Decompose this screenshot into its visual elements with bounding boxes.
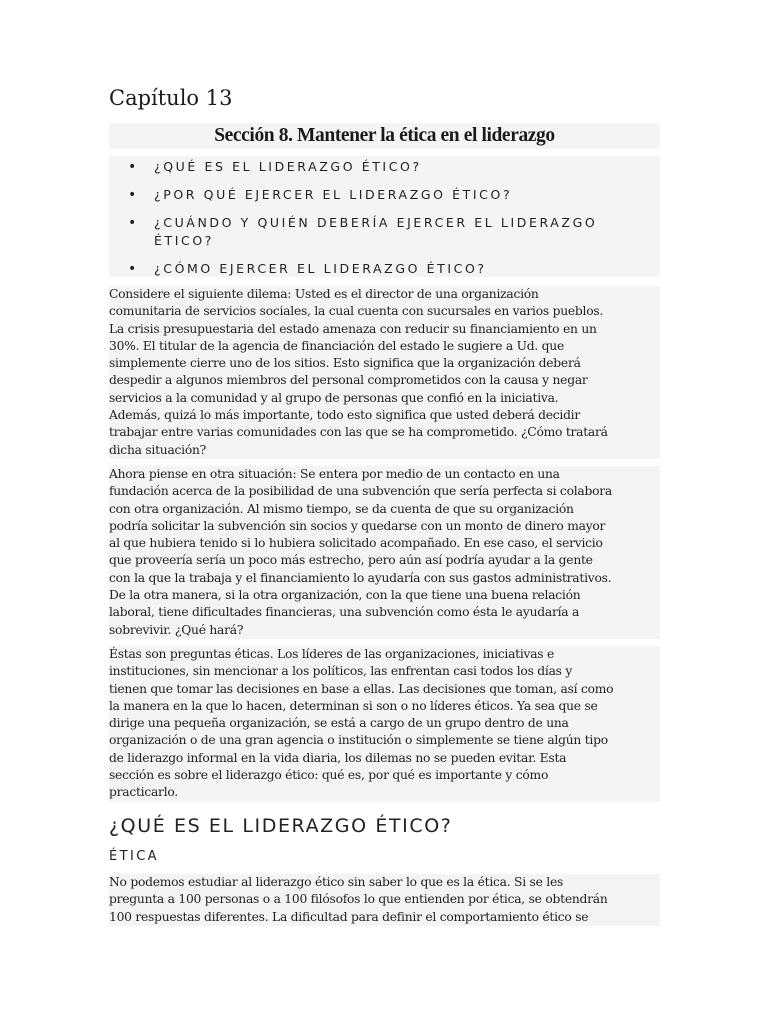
paragraph: No podemos estudiar al liderazgo ético sin saber lo que es la ética. Si se les pregunta a 100 personas o a 100 filósofos lo que entienden por ética, se obtendrán 100 respuestas diferentes. La dificultad para definir el comportamiento ético se [109, 875, 608, 924]
paragraph: Considere el siguiente dilema: Usted es el director de una organización comunitaria de servicios sociales, la cual cuenta con sucursales en varios pueblos. La crisis presupuestaria del estado amenaza con reducir su financiamiento en un 30%. El titular de la agencia de financiación del estado le sugiere a Ud. que simplemente cierre uno de los sitios. Esto significa que la organización deberá despedir a algunos miembros del personal comprometidos con la causa y negar servicios a la comunidad y al grupo de personas que confió en la iniciativa. Además, quizá lo más importante, todo esto significa que usted deberá decidir trabajar entre varias comunidades con las que se ha comprometido. ¿Cómo tratará dicha situación? [109, 287, 608, 457]
chapter-title: Capítulo 13 [109, 86, 233, 110]
toc-item-label: ¿POR QUÉ EJERCER EL LIDERAZGO ÉTICO? [154, 187, 513, 202]
section-header [109, 123, 660, 149]
paragraph-block [109, 286, 660, 459]
section-heading: ¿QUÉ ES EL LIDERAZGO ÉTICO? [109, 815, 453, 837]
paragraph-block [109, 466, 660, 639]
paragraph: Éstas son preguntas éticas. Los líderes de las organizaciones, iniciativas e instituciones, sin mencionar a los políticos, las enfrentan casi todos los días y tienen que tomar las decisiones en base a ellas. Las decisiones que toman, así como la manera en la que lo hacen, determinan si son o no líderes éticos. Ya sea que se dirige una pequeña organización, se está a cargo de un grupo dentro de una organización o de una gran agencia o institución o simplemente se tiene algún tipo de liderazgo informal en la vida diaria, los dilemas no se pueden evitar. Esta sección es sobre el liderazgo ético: qué es, por qué es importante y cómo practicarlo. [109, 647, 614, 800]
section-title: Sección 8. Mantener la ética en el liderazgo [214, 125, 555, 146]
toc-item-label: ¿QUÉ ES EL LIDERAZGO ÉTICO? [154, 159, 422, 174]
subsection-heading: ÉTICA [109, 849, 159, 864]
bullet-icon: • [128, 261, 137, 277]
bullet-icon: • [128, 187, 137, 203]
paragraph-block [109, 646, 660, 802]
bullet-icon: • [128, 215, 137, 231]
bullet-icon: • [128, 159, 137, 175]
paragraph-block [109, 874, 660, 926]
paragraph: Ahora piense en otra situación: Se entera por medio de un contacto en una fundación acerca de la posibilidad de una subvención que sería perfecta si colabora con otra organización. Al mismo tiempo, se da cuenta de que su organización podría solicitar la subvención sin socios y quedarse con un monto de dinero mayor al que hubiera tenido si lo hubiera solicitado acompañado. En ese caso, el servicio que proveería sería un poco más estrecho, pero aún así podría ayudar a la gente con la que la trabaja y el financiamiento lo ayudaría con sus gastos administrativos. De la otra manera, si la otra organización, con la que tiene una buena relación laboral, tiene dificultades financieras, una subvención como ésta le ayudaría a sobrevivir. ¿Qué hará? [109, 467, 612, 637]
toc-item-label: ¿CÓMO EJERCER EL LIDERAZGO ÉTICO? [154, 261, 487, 276]
toc-item-label: ¿CUÁNDO Y QUIÉN DEBERÍA EJERCER EL LIDERAZGO ÉTICO? [154, 215, 598, 248]
table-of-contents [109, 156, 660, 277]
